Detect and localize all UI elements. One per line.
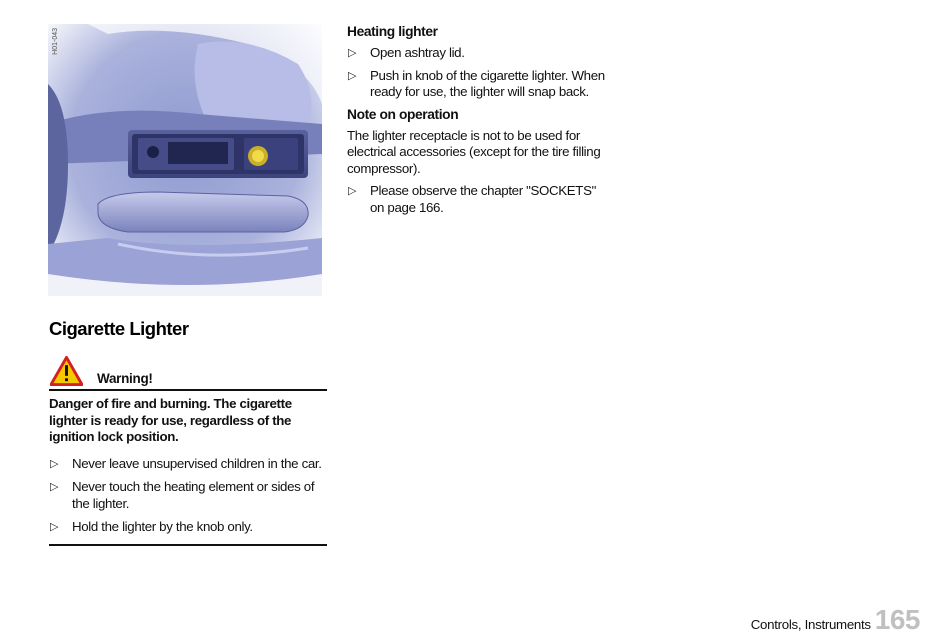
warning-title: Warning! (97, 371, 153, 386)
list-item-text: Never leave unsupervised children in the car. (72, 455, 322, 471)
note-list (347, 183, 609, 216)
bullet-icon: ▷ (348, 47, 357, 59)
list-item (49, 519, 327, 536)
warning-list (49, 456, 327, 536)
page-number: 165 (874, 604, 920, 635)
list-item-text: Open ashtray lid. (370, 45, 465, 60)
bullet-icon: ▷ (348, 185, 357, 197)
heating-lighter-heading: Heating lighter (347, 24, 438, 39)
right-column (347, 24, 609, 222)
list-item (347, 45, 609, 62)
note-text: The lighter receptacle is not to be used for electrical accessories (except for the tire filling compressor). (347, 127, 601, 176)
list-item (49, 456, 327, 473)
warning-header (49, 354, 327, 391)
left-column (49, 318, 327, 546)
list-item (347, 183, 609, 216)
list-item (49, 479, 327, 512)
warning-end-divider (49, 544, 327, 546)
warning-triangle-icon (50, 356, 83, 386)
bullet-icon: ▷ (50, 457, 59, 470)
bullet-icon: ▷ (50, 521, 59, 533)
footer-section: Controls, Instruments (750, 617, 871, 632)
heating-list (347, 45, 609, 101)
section-title: Cigarette Lighter (49, 318, 189, 339)
list-item (347, 68, 609, 101)
cigarette-lighter-illustration (48, 24, 322, 296)
warning-text: Danger of fire and burning. The cigarette lighter is ready for use, regardless of the ignition lock position. (49, 396, 292, 444)
page-footer (751, 604, 920, 636)
bullet-icon: ▷ (348, 69, 357, 82)
note-heading: Note on operation (347, 106, 459, 122)
list-item-text: Push in knob of the cigarette lighter. When ready for use, the lighter will snap back. (370, 67, 605, 99)
list-item-text: Please observe the chapter "SOCKETS" on page 166. (370, 183, 596, 215)
figure-code: H01-043 (52, 28, 59, 55)
list-item-text: Hold the lighter by the knob only. (72, 519, 253, 534)
list-item-text: Never touch the heating element or sides of the lighter. (72, 479, 315, 511)
bullet-icon: ▷ (50, 481, 59, 493)
